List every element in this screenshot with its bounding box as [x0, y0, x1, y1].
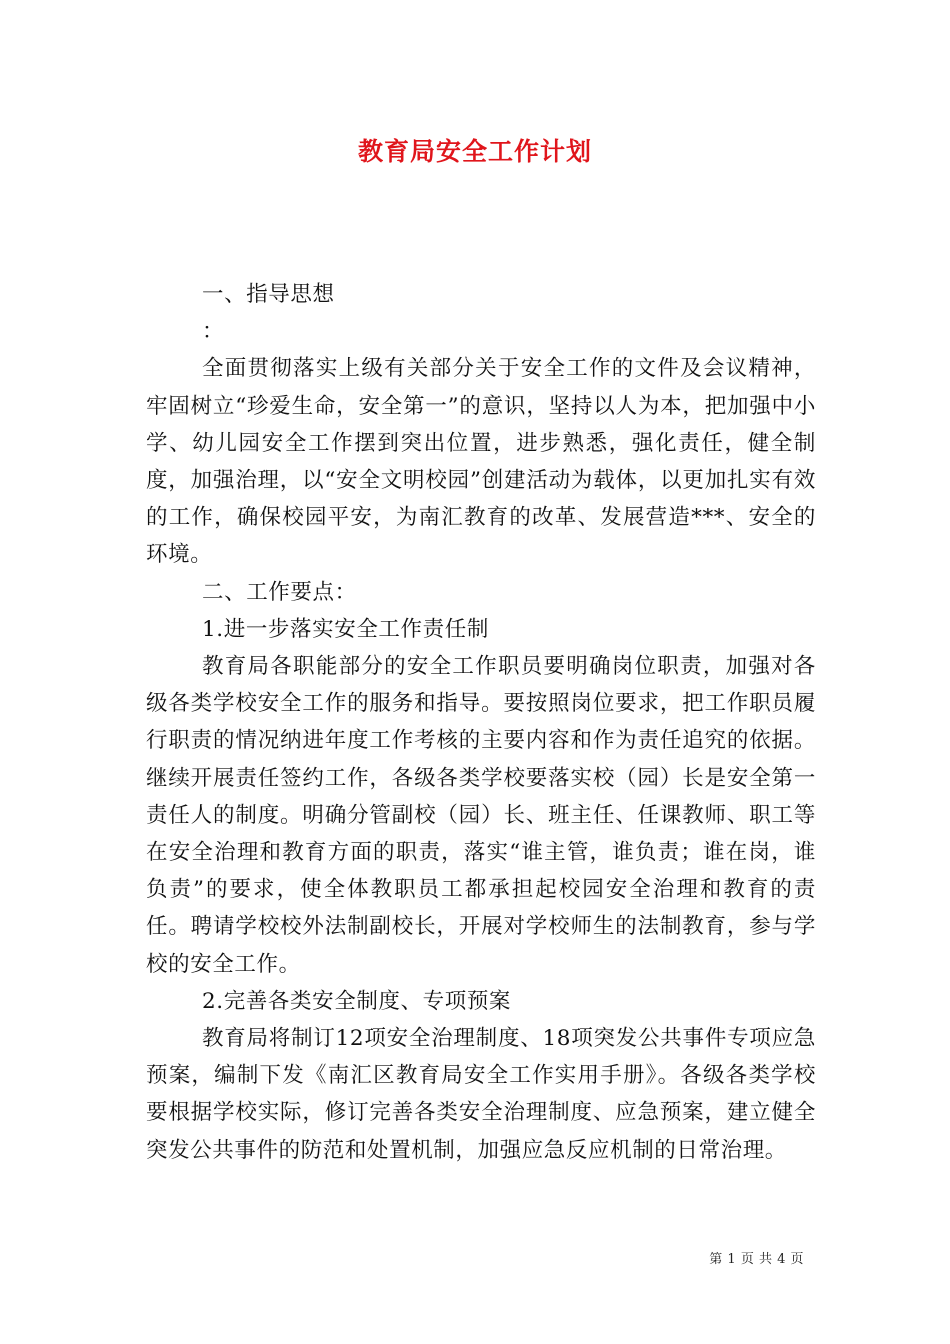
paragraph-safety-rules: 教育局将制订12项安全治理制度、18项突发公共事件专项应急预案，编制下发《南汇区教育局安全工作实用手册》。各级各类学校要根据学校实际，修订完善各类安全治理制度、应急预案，建立健全突发公共事件的防范和处置机制，加强应急反应机制的日常治理。	[146, 1026, 816, 1163]
document-title: 教育局安全工作计划	[357, 137, 592, 166]
colon-line: ：	[202, 319, 225, 345]
subheading-responsibility-system: 1.进一步落实安全工作责任制	[202, 616, 489, 642]
page-number: 第 1 页 共 4 页	[709, 1252, 804, 1267]
section-heading-guiding-ideology: 一、指导思想	[202, 282, 335, 307]
subheading-safety-rules: 2.完善各类安全制度、专项预案	[202, 988, 512, 1014]
paragraph-responsibility-system: 教育局各职能部分的安全工作职员要明确岗位职责，加强对各级各类学校安全工作的服务和指导。要按照岗位要求，把工作职员履行职责的情况纳进年度工作考核的主要内容和作为责任追究的依据。继续开展责任签约工作，各级各类学校要落实校（园）长是安全第一责任人的制度。明确分管副校（园）长、班主任、任课教师、职工等在安全治理和教育方面的职责，落实“谁主管，谁负责；谁在岗，谁负责”的要求，使全体教职员工都承担起校园安全治理和教育的责任。聘请学校校外法制副校长，开展对学校师生的法制教育，参与学校的安全工作。	[146, 654, 816, 977]
section-heading-work-points: 二、工作要点：	[202, 579, 357, 605]
document-body	[146, 276, 816, 1169]
paragraph-guiding-ideology: 全面贯彻落实上级有关部分关于安全工作的文件及会议精神，牢固树立“珍爱生命，安全第一”的意识，坚持以人为本，把加强中小学、幼儿园安全工作摆到突出位置，进步熟悉，强化责任，健全制度，加强治理，以“安全文明校园”创建活动为载体，以更加扎实有效的工作，确保校园平安，为南汇教育的改革、发展营造***、安全的环境。	[146, 356, 816, 568]
